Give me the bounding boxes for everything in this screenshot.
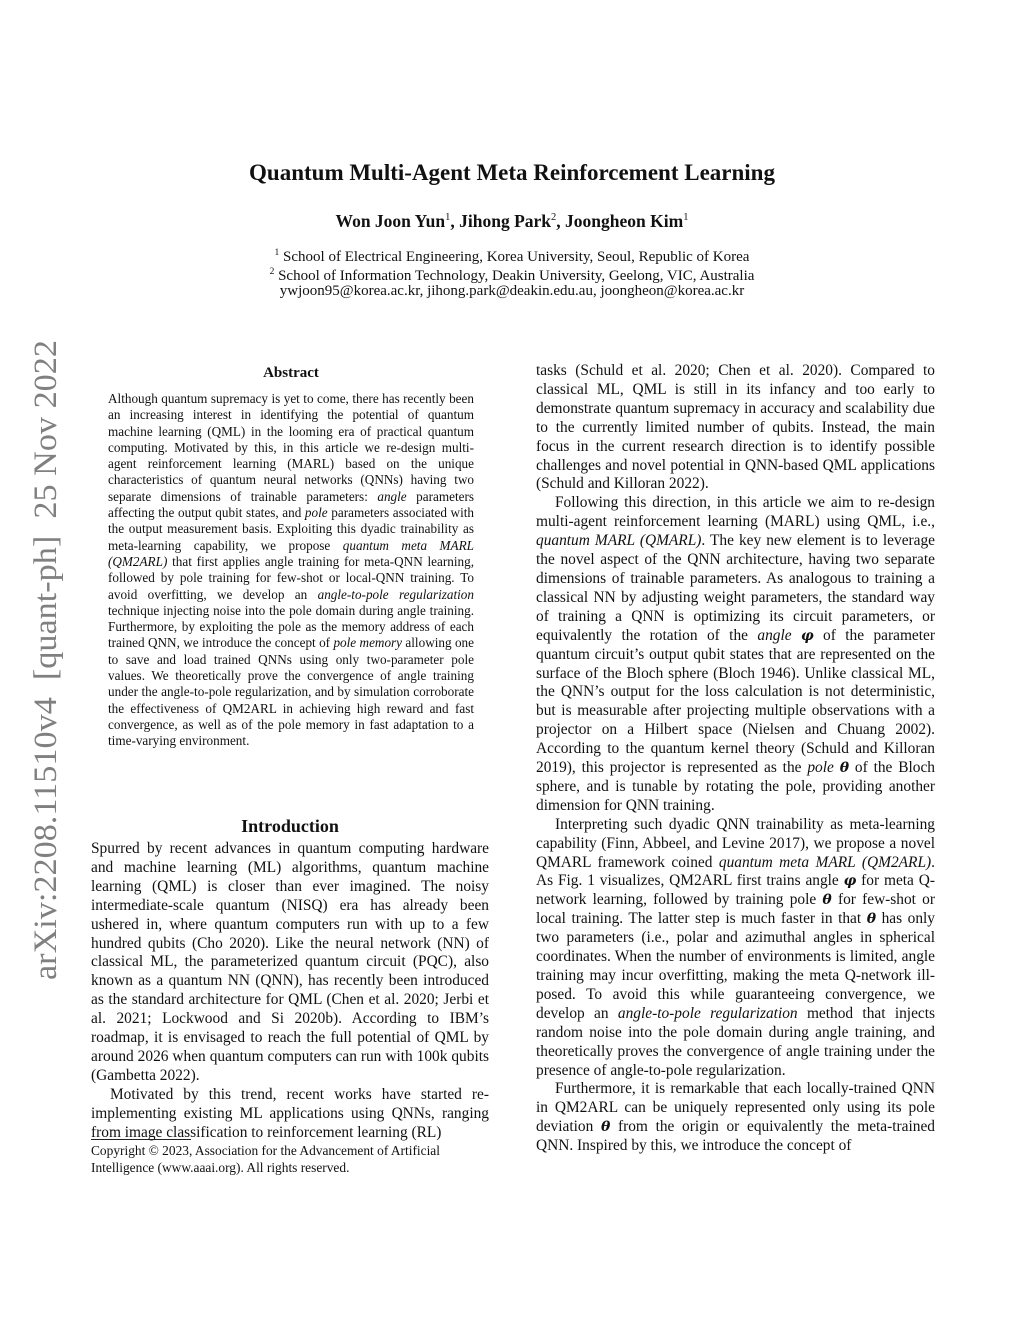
- body-paragraph: [536, 1080, 935, 1156]
- math-symbol: θ: [822, 892, 832, 909]
- text-run: has only two parameters (i.e., polar and azimuthal angles in spherical coordinates. When the number of environments is limited, angle training may incur overfitting, making the meta Q-network ill-posed. To avoid this while guaranteeing convergence, we develop an: [536, 910, 935, 1022]
- emphasis: quantum meta MARL (QM2ARL): [108, 537, 474, 569]
- math-symbol: θ: [839, 760, 850, 777]
- affiliation-text: School of Information Technology, Deakin University, Geelong, VIC, Australia: [274, 268, 755, 284]
- math-symbol: φ: [843, 873, 857, 890]
- emphasis: angle: [757, 626, 792, 644]
- copyright-footnote: [91, 1143, 489, 1176]
- math-symbol: φ: [800, 627, 814, 644]
- body-paragraph: Motivated by this trend, recent works have started re-implementing existing ML applications using QNNs, ranging from image classification to reinforcement learning (RL): [91, 1085, 489, 1141]
- text-run: for few-shot or local training. The latter step is much faster in that: [536, 891, 935, 928]
- text-run: method that injects random noise into the pole domain during angle training, and theoretically proves the convergence of angle training under the presence of angle-to-pole regularization.: [536, 1004, 935, 1079]
- footnote-line: Copyright © 2023, Association for the Advancement of Artificial: [91, 1143, 440, 1158]
- right-column-body: [536, 362, 935, 1156]
- paper-title: Quantum Multi-Agent Meta Reinforcement Learning: [249, 160, 775, 185]
- text-run: that first applies angle training for meta-QNN learning, followed by pole training for few-shot or local-QNN training. To avoid overfitting, we develop an: [108, 553, 474, 602]
- text-run: of the parameter quantum circuit’s output qubit states that are represented on the surface of the Bloch sphere (Bloch 1946). Unlike classical ML, the QNN’s output for the loss calculation is not deterministic, but is measurable after projecting multiple observations with a projector on a Hilbert space (Nielsen and Chuang 2002). According to the quantum kernel theory (Schuld and Killoran 2019), this projector is represented as the: [536, 626, 935, 777]
- emphasis: angle-to-pole regularization: [617, 1004, 798, 1022]
- author-list: [0, 211, 1024, 232]
- left-column-body: [91, 840, 489, 1143]
- author-name: Jihong Park: [459, 211, 552, 231]
- text-run: parameters affecting the output qubit states, and: [108, 488, 474, 521]
- math-symbol: θ: [600, 1119, 611, 1136]
- text-run: Interpreting such dyadic QNN trainability as meta-learning capability (Finn, Abbeel, and Levine 2017), we propose a novel QMARL framework coined: [536, 815, 935, 871]
- emphasis: quantum MARL (QMARL): [536, 532, 702, 550]
- affiliation-mark: 1: [274, 248, 280, 258]
- arxiv-id-text: arXiv:2208.11510v4 [quant-ph] 25 Nov 2022: [28, 362, 64, 980]
- math-symbol: θ: [866, 911, 877, 928]
- introduction-heading: Introduction: [241, 816, 339, 836]
- author-separator: ,: [450, 211, 460, 231]
- body-paragraph: tasks (Schuld et al. 2020; Chen et al. 2020). Compared to classical ML, QML is still in its infancy and too early to demonstrate quantum supremacy in accuracy and scalability due to the currently limited number of qubits. Instead, the main focus in the current research direction is to identify possible challenges and novel potential in QNN-based QML applications (Schuld and Killoran 2022).: [536, 362, 935, 493]
- author-emails: ywjoon95@korea.ac.kr, jihong.park@deakin.edu.au, joongheon@korea.ac.kr: [279, 283, 745, 299]
- emphasis: pole: [304, 505, 328, 521]
- affiliation-text: School of Electrical Engineering, Korea University, Seoul, Republic of Korea: [279, 249, 750, 265]
- text-run: from the origin or equivalently the meta-trained QNN. Inspired by this, we introduce the concept of: [536, 1118, 935, 1155]
- text-run: for meta Q-network learning, followed by training pole: [536, 872, 935, 909]
- text-run: Furthermore, it is remarkable that each locally-trained QNN in QM2ARL can be uniquely represented only using its pole deviation: [536, 1080, 935, 1136]
- author-affil-mark: 1: [683, 212, 689, 224]
- abstract-body: [108, 391, 474, 750]
- emphasis: angle: [377, 488, 407, 504]
- emphasis: pole memory: [333, 635, 403, 651]
- abstract-paragraph: [108, 391, 474, 750]
- author-affil-mark: 2: [551, 212, 557, 224]
- affiliation-mark: 2: [269, 267, 275, 277]
- text-run: technique injecting noise into the pole domain during angle training. Furthermore, by exploiting the pole as the memory address of each trained QNN, we introduce the concept of: [108, 602, 474, 651]
- body-paragraph: Spurred by recent advances in quantum computing hardware and machine learning (ML) algorithms, quantum machine learning (QML) is closer than ever imagined. The noisy intermediate-scale quantum (NISQ) era has already been ushered in, where quantum computers run with up to a few hundred qubits (Cho 2020). Like the neural network (NN) of classical ML, the parameterized quantum circuit (PQC), also known as a quantum NN (QNN), has recently been introduced as the standard architecture for QML (Chen et al. 2020; Jerbi et al. 2021; Lockwood and Si 2020b). According to IBM’s roadmap, it is envisaged to reach the full potential of QML by around 2026 when quantum computers can run with 100k qubits (Gambetta 2022).: [91, 840, 489, 1084]
- body-paragraph: [536, 816, 935, 1081]
- footnote-line: Intelligence (www.aaai.org). All rights reserved.: [91, 1159, 350, 1175]
- footnote-rule: [91, 1139, 191, 1140]
- author-name: Joongheon Kim: [565, 211, 684, 231]
- arxiv-sidebar: [25, 335, 65, 980]
- author-separator: ,: [556, 211, 566, 231]
- text-run: of the Bloch sphere, and is tunable by rotating the pole, providing another dimension for QNN training.: [536, 759, 935, 814]
- author-name: Won Joon Yun: [335, 211, 446, 231]
- emphasis: angle-to-pole regularization: [317, 586, 474, 602]
- body-paragraph: [536, 494, 935, 815]
- text-run: Although quantum supremacy is yet to come, there has recently been an increasing interest in identifying the potential of quantum machine learning (QML) in the looming era of practical quantum computing. Motivated by this, in this article we re-design multi-agent reinforcement learning (MARL) based on the unique characteristics of quantum neural networks (QNNs) having two separate dimensions of trainable parameters:: [108, 391, 474, 504]
- text-run: . The key new element is to leverage the novel aspect of the QNN architecture, having two separate dimensions of trainable parameters. As analogous to training a classical NN by adjusting weight parameters, the standard way of training a QNN is optimizing its circuit parameters, or equivalently the rotation of the: [536, 532, 936, 644]
- author-affil-mark: 1: [445, 212, 451, 224]
- text-run: parameters associated with the output measurement basis. Exploiting this dyadic trainability as meta-learning capability, we propose: [108, 505, 474, 553]
- emphasis: pole: [807, 759, 834, 777]
- text-run: Following this direction, in this article we aim to re-design multi-agent reinforcement learning (MARL) using QML, i.e.,: [536, 494, 935, 531]
- text-run: allowing one to save and load trained QNNs using only two-parameter pole values. We theoretically prove the convergence of angle training under the angle-to-pole regularization, and by simulation corroborate the effectiveness of QM2ARL in achieving high reward and fast convergence, as well as of the pole memory in fast adaptation to a time-varying environment.: [108, 635, 474, 749]
- emphasis: quantum meta MARL (QM2ARL): [718, 853, 932, 871]
- text-run: . As Fig. 1 visualizes, QM2ARL first trains angle: [536, 853, 935, 890]
- abstract-heading: Abstract: [263, 365, 319, 381]
